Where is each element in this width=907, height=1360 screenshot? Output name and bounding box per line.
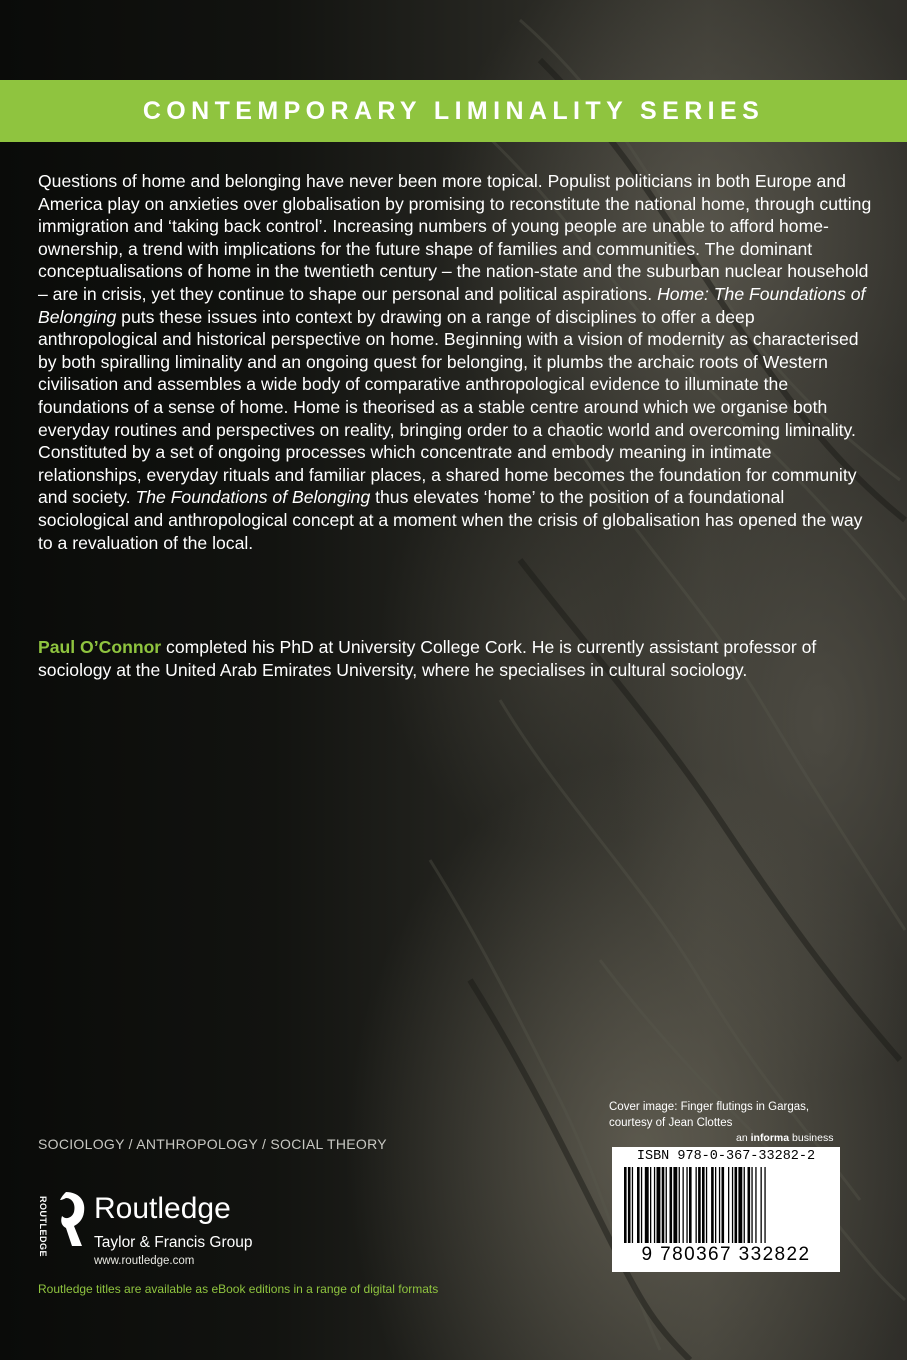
barcode-bar [624,1167,627,1243]
author-bio-text: completed his PhD at University College Cork. He is currently assistant professor of sociology at the United Arab Emirates University, where he specialises in cultural sociology. [38,637,817,680]
ebook-note: Routledge titles are available as eBook editions in a range of digital formats [38,1282,439,1296]
barcode-bar [670,1167,673,1243]
cover-image-credit [609,1100,849,1131]
author-name: Paul O’Connor [38,637,162,657]
barcode-bar [728,1167,729,1243]
barcode-bar [673,1167,677,1243]
routledge-side-mark [34,1192,56,1258]
barcode-bars [624,1167,828,1243]
informa-business-mark [736,1132,833,1144]
barcode-bar [689,1167,692,1243]
series-title: CONTEMPORARY LIMINALITY SERIES [142,96,765,125]
barcode-bar [628,1167,631,1243]
barcode-bar [662,1167,665,1243]
barcode-bar [722,1167,725,1243]
routledge-figure-icon [56,1190,88,1248]
book-subtitle-italic: The Foundations of Belonging [135,487,371,508]
barcode-bar [657,1167,661,1243]
description-part-3: thus elevates ‘home’ to the position of a foundational sociological and anthropological concept at a moment when the crisis of globalisation has opened the way to a revaluation of the local. [38,487,863,553]
barcode-bar [711,1167,714,1243]
barcode-bar [679,1167,680,1243]
barcode-bar [650,1167,651,1243]
cover-credit-line-2: courtesy of Jean Clottes [609,1116,733,1129]
description-part-1: Questions of home and belonging have never been more topical. Populist politicians in both Europe and America play on anxieties over globalisation by promising to reconstitute the national home, through cutting immigration and ‘taking back control’. Increasing numbers of young people are unable to afford home-ownership, a trend with implications for the future shape of families and communities. The dominant conceptualisations of home in the twentieth century – the nation-state and the suburban nuclear household – are in crisis, yet they continue to shape our personal and political aspirations. [38,171,872,304]
barcode-bar [683,1167,684,1243]
barcode-digits: 9 780367 332822 [641,1244,811,1265]
informa-suffix: business [789,1132,834,1144]
barcode-bar [738,1167,742,1243]
barcode-bar [698,1167,701,1243]
barcode-bar [702,1167,705,1243]
barcode-bar [696,1167,697,1243]
series-banner [0,80,907,142]
barcode-bar [751,1167,752,1243]
informa-brand: informa [750,1132,790,1144]
barcode-bar [719,1167,720,1243]
publisher-group: Taylor & Francis Group [94,1234,253,1251]
author-bio [38,636,873,681]
barcode-bar [645,1167,649,1243]
barcode-bar [748,1167,751,1243]
subject-categories: SOCIOLOGY / ANTHROPOLOGY / SOCIAL THEORY [38,1136,387,1152]
barcode-bar [755,1167,756,1243]
barcode-bar [706,1167,707,1243]
barcode-bar [761,1167,762,1243]
book-description [38,170,873,554]
isbn-barcode [612,1147,840,1272]
barcode-bar [641,1167,642,1243]
book-title-italic: Home: The Foundations of Belonging [38,283,866,327]
barcode-bar [715,1167,716,1243]
description-part-2: puts these issues into context by drawing on a range of disciplines to offer a deep anthropological and historical perspective on home. Beginning with a vision of modernity as characterised by both spiralling liminality and an ongoing quest for belonging, it plumbs the archaic roots of Western civilisation and assembles a wide body of comparative anthropological evidence to illuminate the foundations of a sense of home. Home is theorised as a stable centre around which we organise both everyday routines and perspectives on reality, bringing order to a chaotic world and overcoming liminality. Constituted by a set of ongoing processes which concentrate and embody meaning in intimate relationships, everyday rituals and familiar places, a shared home becomes the foundation for community and society. [38,306,859,508]
barcode-bar [744,1167,745,1243]
barcode-bar [686,1167,687,1243]
publisher-name: Routledge [94,1192,231,1225]
publisher-url[interactable]: www.routledge.com [94,1255,195,1267]
barcode-bar [764,1167,765,1243]
routledge-logo [34,1190,294,1270]
routledge-side-text: ROUTLEDGE [38,1196,48,1258]
barcode-bar [666,1167,667,1243]
isbn-label: ISBN 978-0-367-33282-2 [636,1149,816,1164]
barcode-bar [632,1167,633,1243]
cover-credit-line-1: Cover image: Finger flutings in Gargas, [609,1101,810,1113]
informa-prefix: an [736,1132,751,1144]
barcode-bar [735,1167,738,1243]
barcode-bar [637,1167,640,1243]
barcode-bar [654,1167,655,1243]
barcode-bar [732,1167,733,1243]
